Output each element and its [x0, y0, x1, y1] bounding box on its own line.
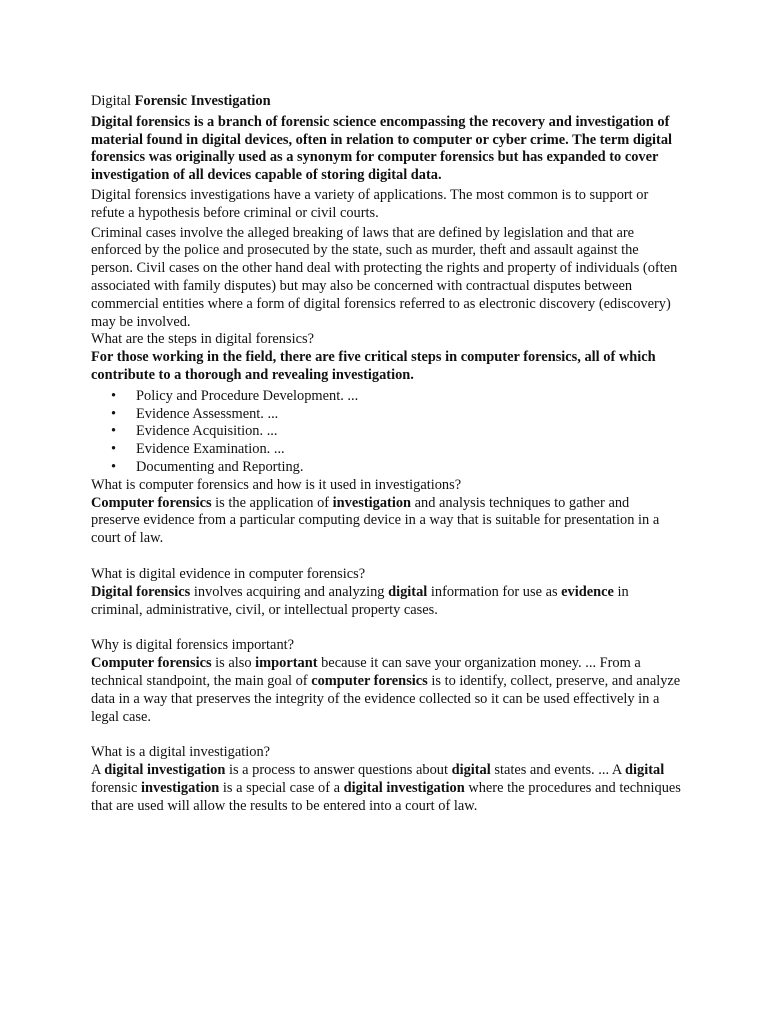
digital-evidence-answer [91, 584, 681, 620]
digital-investigation-question: What is a digital investigation? [91, 744, 271, 761]
answer-text: is a special case of a [219, 779, 344, 796]
answer-text: because it can save your organization money. ... From a technical standpoint, the main goal of [91, 655, 641, 689]
importance-question: Why is digital forensics important? [91, 637, 295, 654]
answer-text: forensic [91, 779, 141, 796]
digital-evidence-question: What is digital evidence in computer forensics? [91, 565, 366, 582]
list-item [91, 459, 681, 477]
answer-text: information for use as [427, 583, 562, 600]
steps-intro [91, 349, 681, 385]
intro-paragraph [91, 114, 681, 185]
answer-bold: Digital forensics [91, 583, 191, 600]
bullet-icon: • [111, 405, 117, 422]
answer-bold: Computer forensics [91, 655, 212, 672]
computer-forensics-question: What is computer forensics and how is it used in investigations? [91, 476, 462, 493]
answer-text: is also [211, 655, 256, 672]
list-item-text: Evidence Examination. ... [136, 441, 285, 458]
list-item-text: Evidence Acquisition. ... [136, 423, 278, 440]
answer-bold: digital [388, 583, 428, 600]
bullet-icon: • [111, 441, 117, 458]
answer-bold: evidence [561, 583, 614, 600]
document-body [91, 93, 681, 815]
digital-investigation-answer [91, 762, 681, 815]
answer-text: is the application of [211, 494, 333, 511]
applications-paragraph: Digital forensics investigations have a variety of applications. The most common is to support or refute a hypothesis before criminal or civil courts. [91, 186, 649, 221]
answer-bold: important [255, 655, 318, 672]
bullet-icon: • [111, 387, 117, 404]
list-item-text: Evidence Assessment. ... [136, 405, 279, 422]
importance-answer [91, 655, 681, 726]
list-item-text: Documenting and Reporting. [136, 458, 304, 475]
answer-bold: computer forensics [311, 672, 428, 689]
list-item [91, 388, 681, 406]
answer-bold: Computer forensics [91, 494, 212, 511]
answer-text: is to identify, collect, preserve, and analyze data in a way that preserves the integrity of the evidence collected so it can be used effectively in a legal case. [91, 672, 681, 725]
answer-text: and analysis techniques to gather and preserve evidence from a particular computing device in a way that is suitable for presentation in a court of law. [91, 494, 660, 547]
steps-intro-text: For those working in the field, there are five critical steps in computer forensics, all of which contribute to a thorough and revealing investigation. [91, 349, 656, 383]
answer-text: states and events. ... A [490, 762, 626, 779]
answer-text: is a process to answer questions about [225, 762, 452, 779]
document-title [91, 93, 681, 111]
answer-bold: investigation [140, 779, 220, 796]
answer-text: involves acquiring and analyzing [190, 583, 389, 600]
bullet-icon: • [111, 458, 117, 475]
list-item [91, 423, 681, 441]
answer-bold: digital investigation [104, 762, 226, 779]
list-item [91, 441, 681, 459]
steps-list [91, 388, 681, 477]
list-item [91, 406, 681, 424]
title-plain: Digital [91, 93, 135, 109]
computer-forensics-answer [91, 495, 681, 548]
answer-bold: digital [451, 762, 491, 779]
steps-question: What are the steps in digital forensics? [91, 331, 314, 348]
list-item-text: Policy and Procedure Development. ... [136, 387, 359, 404]
answer-text: A [91, 762, 105, 779]
answer-bold: digital investigation [343, 779, 465, 796]
answer-text: in criminal, administrative, civil, or intellectual property cases. [91, 583, 629, 618]
bullet-icon: • [111, 423, 117, 440]
answer-text: where the procedures and techniques that are used will allow the results to be entered into a court of law. [91, 779, 681, 814]
answer-bold: investigation [332, 494, 412, 511]
answer-bold: digital [625, 762, 665, 779]
cases-paragraph: Criminal cases involve the alleged breaking of laws that are defined by legislation and that are enforced by the police and prosecuted by the state, such as murder, theft and assault against the person. Civil cases on the other hand deal with protecting the rights and property of individuals (often associated with family disputes) but may also be concerned with contractual disputes between commercial entities where a form of digital forensics referred to as electronic discovery (ediscovery) may be involved. [91, 224, 678, 330]
title-bold: Forensic Investigation [134, 93, 271, 109]
intro-text: Digital forensics is a branch of forensic science encompassing the recovery and investigation of material found in digital devices, often in relation to computer or cyber crime. The term digital forensics was originally used as a synonym for computer forensics but has expanded to cover investigation of all devices capable of storing digital data. [91, 113, 673, 184]
